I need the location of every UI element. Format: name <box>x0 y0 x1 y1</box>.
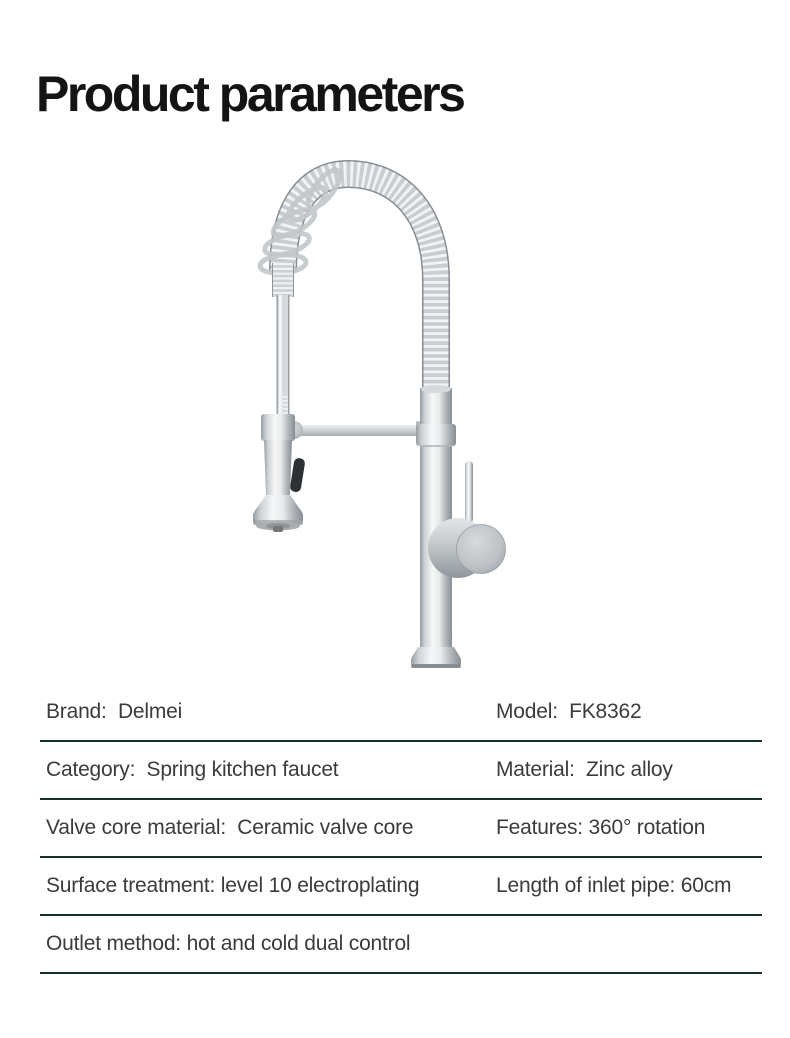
spec-row <box>40 684 762 742</box>
spec-right-cell: Length of inlet pipe: 60cm <box>496 874 732 897</box>
sprayer-lever <box>289 457 305 492</box>
spec-left-cell: Valve core material: Ceramic valve core <box>46 816 414 839</box>
page-title: Product parameters <box>36 66 464 122</box>
spec-left-cell: Category: Spring kitchen faucet <box>46 758 339 781</box>
spec-row <box>40 858 762 916</box>
support-arm <box>285 421 434 439</box>
spec-right-cell: Material: Zinc alloy <box>496 758 673 781</box>
spec-row <box>40 916 762 974</box>
spec-left-cell: Outlet method: hot and cold dual control <box>46 932 411 955</box>
spec-left-cell: Brand: Delmei <box>46 700 183 723</box>
spec-right-cell: Features: 360° rotation <box>496 816 706 839</box>
faucet-illustration <box>230 160 560 680</box>
spec-row <box>40 742 762 800</box>
spec-row <box>40 800 762 858</box>
spec-table <box>40 684 762 974</box>
spec-right-cell: Model: FK8362 <box>496 700 642 723</box>
base-flange <box>411 647 461 668</box>
spec-left-cell: Surface treatment: level 10 electroplating <box>46 874 420 897</box>
pull-down-hose <box>281 295 284 416</box>
product-image-faucet <box>230 160 560 680</box>
